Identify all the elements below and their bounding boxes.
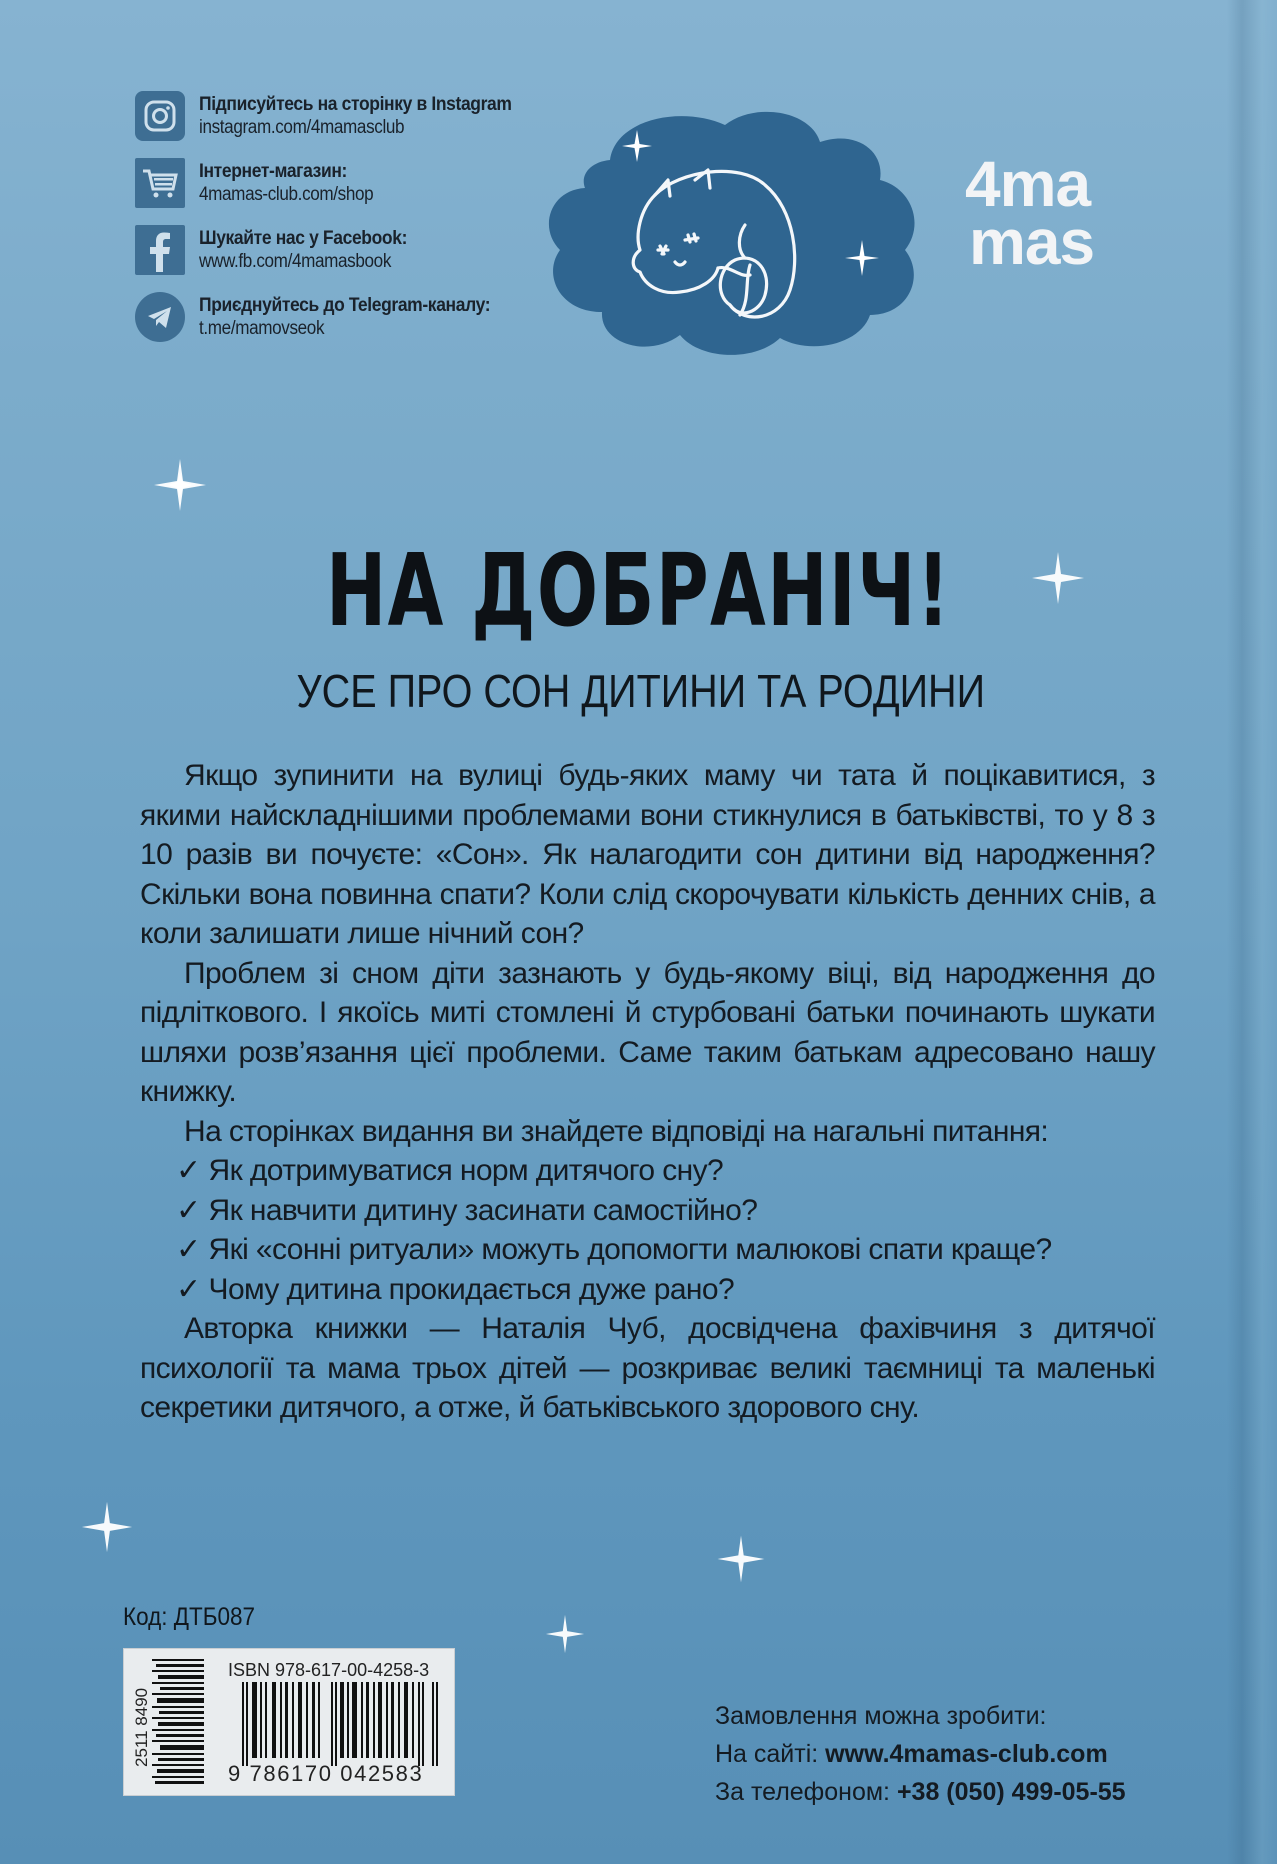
social-links — [135, 90, 539, 358]
ean-barcode — [228, 1682, 446, 1766]
barcode-label — [123, 1648, 455, 1796]
description-paragraph: На сторінках видання ви знайдете відповіді на нагальні питання: — [184, 1114, 1049, 1148]
star-icon — [78, 1498, 136, 1556]
order-heading: Замовлення можна зробити: — [715, 1702, 1047, 1730]
logo-line-2: mas — [969, 206, 1095, 278]
list-item: ✓ Чому дитина прокидається дуже рано? — [176, 1272, 735, 1306]
facebook-icon — [135, 225, 185, 275]
questions-list — [140, 1151, 1155, 1309]
instagram-icon — [135, 91, 185, 141]
shop-link[interactable]: 4mamas-club.com/shop — [199, 184, 374, 205]
logo-line-1: 4ma — [965, 148, 1091, 220]
social-title: Підписуйтесь на сторінку в Instagram — [199, 94, 512, 115]
social-shop[interactable] — [135, 157, 539, 209]
checkmark-icon: ✓ — [176, 1272, 201, 1306]
description-paragraph: Якщо зупинити на вулиці будь-яких маму чи тата й поцікавитися, з якими найскладнішими проблемами вони стикнулися в батьківстві, то у 8 з 10 разів ви почуєте: «Сон». Як налагодити сон дитини від народження? Скільки вона повинна спати? Коли слід скорочувати кількість денних снів, а коли залишати лише нічний сон? — [140, 759, 1155, 950]
facebook-link[interactable]: www.fb.com/4mamasbook — [199, 251, 392, 272]
sleeping-cat-cloud-illustration — [540, 100, 940, 360]
social-title: Шукайте нас у Facebook: — [199, 228, 408, 249]
phone-number[interactable]: +38 (050) 499-05-55 — [896, 1778, 1126, 1806]
product-code: Код: ДТБ087 — [123, 1603, 256, 1631]
list-item: ✓ Які «сонні ритуали» можуть допомогти малюкові спати краще? — [176, 1233, 1052, 1266]
star-icon — [543, 1612, 587, 1656]
side-barcode-digits: 2511 8490 — [132, 1687, 151, 1768]
order-phone-row — [715, 1773, 1126, 1811]
isbn-number: ISBN 978-617-00-4258-3 — [228, 1660, 430, 1680]
order-site-row — [715, 1735, 1126, 1773]
social-title: Інтернет-магазин: — [199, 161, 348, 182]
social-title: Приєднуйтесь до Telegram-каналу: — [199, 295, 491, 316]
telegram-link[interactable]: t.me/mamovseok — [199, 318, 325, 339]
star-icon — [150, 455, 210, 515]
description-paragraph: Проблем зі сном діти зазнають у будь-якому віці, від народження до підліткового. І якоїсь миті стомлені й стурбовані батьки починають шукати шляхи розв’язання цієї проблеми. Саме таким батькам адресовано нашу книжку. — [140, 956, 1155, 1108]
checkmark-icon: ✓ — [176, 1233, 201, 1266]
checkmark-icon: ✓ — [176, 1154, 201, 1187]
book-title: НА ДОБРАНІЧ! — [325, 532, 952, 649]
description-paragraph: Авторка книжки — Наталія Чуб, досвідчена фахівчиня з дитячої психології та мама трьох дітей — розкриває великі таємниці та маленькі секретики дитячого, а отже, й батьківського здорового сну. — [140, 1312, 1155, 1424]
book-description — [140, 756, 1155, 1428]
shopping-cart-icon — [135, 158, 185, 208]
site-label: На сайті: — [715, 1740, 826, 1768]
telegram-icon — [135, 292, 185, 342]
list-item: ✓ Як навчити дитину засинати самостійно? — [176, 1193, 758, 1227]
instagram-link[interactable]: instagram.com/4mamasclub — [199, 117, 405, 138]
social-facebook[interactable] — [135, 224, 539, 276]
social-telegram[interactable] — [135, 291, 539, 343]
social-instagram[interactable] — [135, 90, 539, 142]
star-icon — [714, 1532, 768, 1586]
phone-label: За телефоном: — [715, 1778, 897, 1806]
book-subtitle: УСЕ ПРО СОН ДИТИНИ ТА РОДИНИ — [296, 665, 986, 717]
ean-digits: 9 786170 042583 — [228, 1761, 424, 1786]
book-spine-shade — [1227, 0, 1277, 1864]
order-info — [715, 1697, 1126, 1811]
checkmark-icon: ✓ — [176, 1193, 201, 1227]
list-item: ✓ Як дотримуватися норм дитячого сну? — [176, 1154, 724, 1187]
side-barcode — [134, 1657, 206, 1787]
publisher-logo — [965, 148, 1095, 278]
site-link[interactable]: www.4mamas-club.com — [825, 1740, 1108, 1768]
